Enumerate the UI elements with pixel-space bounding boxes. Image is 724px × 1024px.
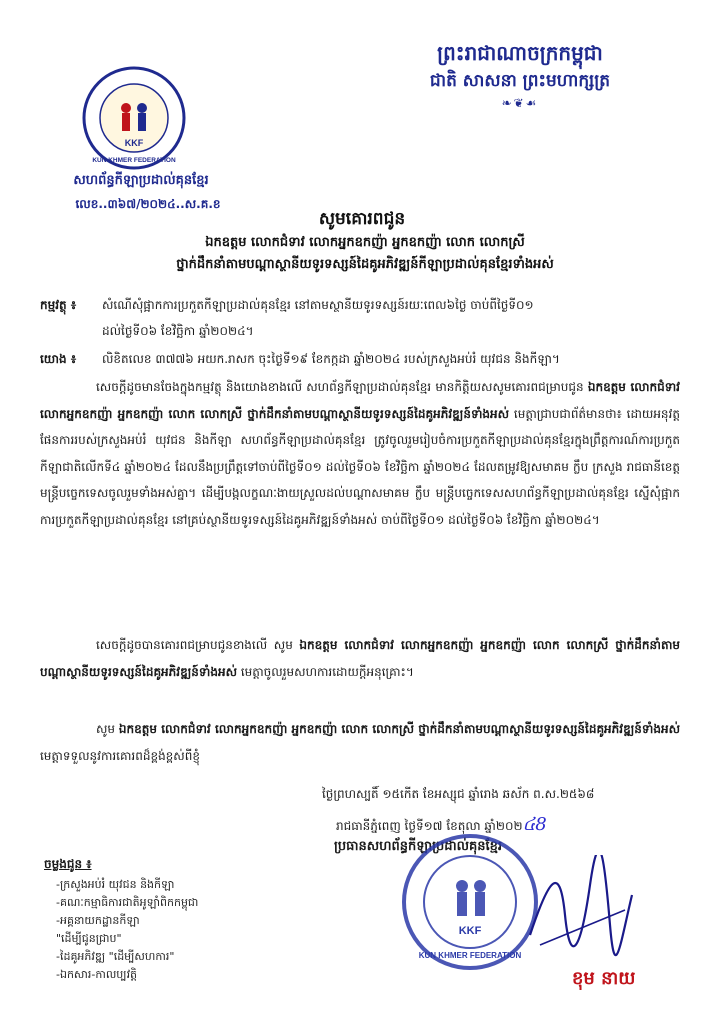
cc-item: -ដៃគូអភិវឌ្ឍ "ដើម្បីសហការ" bbox=[56, 950, 175, 963]
cc-item: -ក្រសួងអប់រំ យុវជន និងកីឡា bbox=[56, 878, 175, 891]
addressee bbox=[40, 232, 690, 276]
subject-row bbox=[40, 292, 700, 344]
reference-row bbox=[40, 346, 700, 372]
subject-label: កម្មវត្ថុ ៖ bbox=[40, 298, 77, 312]
body-paragraph-3 bbox=[40, 716, 680, 769]
lunar-date: ថ្ងៃព្រហស្បតិ៍ ១៥កើត ខែអស្សុជ ឆ្នាំរោង ឆស័ក ព.ស.២៥៦៨ bbox=[322, 787, 595, 801]
signature bbox=[520, 855, 640, 965]
reference-label: យោង ៖ bbox=[40, 352, 77, 366]
federation-logo bbox=[82, 66, 186, 170]
para1-intro: សេចក្តីដូចមានចែងក្នុងកម្មវត្ថុ និងយោងខាងលើ សហព័ន្ធកីឡាប្រដាល់គុនខ្មែរ មានកិត្តិយសសូមគោរពជម្រាបជូន bbox=[96, 380, 584, 394]
addressee-line-2: ថ្នាក់ដឹកនាំតាមបណ្តាស្ថានីយទូរទស្សន៍ដៃគូអភិវឌ្ឍន៍កីឡាប្រដាល់គុនខ្មែរទាំងអស់ bbox=[176, 257, 554, 272]
para3-intro: សូម bbox=[96, 722, 116, 736]
solar-date-text: រាជធានីភ្នំពេញ ថ្ងៃទី១៧ ខែតុលា ឆ្នាំ២០២ bbox=[336, 819, 523, 833]
kingdom-title: ព្រះរាជាណាចក្រកម្ពុជា bbox=[437, 41, 603, 65]
para2-intro: សេចក្តីដូចបានគោរពជម្រាបជូនខាងលើ សូម bbox=[96, 638, 293, 652]
signer-name: ខុម នាយ bbox=[572, 968, 636, 989]
body-paragraph-2 bbox=[40, 632, 680, 685]
para3-addressee: ឯកឧត្តម លោកជំទាវ លោកអ្នកឧកញ៉ា អ្នកឧកញ៉ា លោក លោកស្រី ថ្នាក់ដឹកនាំតាមបណ្តាស្ថានីយទូរទស្សន៍ដៃគូអភិវឌ្ឍន៍ទាំងអស់ bbox=[118, 722, 680, 736]
logo-abbreviation: KKF bbox=[124, 138, 144, 148]
para1-addressee: ឯកឧត្តម លោកជំទាវ លោកអ្នកឧកញ៉ា អ្នកឧកញ៉ា លោក លោកស្រី ថ្នាក់ដឹកនាំតាមបណ្តាស្ថានីយទូរទស្សន៍ដៃគូអភិវឌ្ឍន៍ទាំងអស់ bbox=[40, 380, 680, 421]
national-motto: ជាតិ សាសនា ព្រះមហាក្សត្រ bbox=[429, 71, 611, 91]
stamp-text: KUN KHMER FEDERATION bbox=[418, 951, 522, 960]
official-stamp bbox=[400, 832, 540, 972]
subject-text bbox=[102, 292, 702, 344]
organization-name: សហព័ន្ធកីឡាប្រដាល់គុនខ្មែរ bbox=[73, 173, 209, 188]
cc-item: -គណៈកម្មាធិការជាតិអូឡាំពិកកម្ពុជា bbox=[56, 896, 199, 909]
para3-body: មេត្តាទទួលនូវការគោរពដ៏ខ្ពង់ខ្ពស់ពីខ្ញុំ bbox=[40, 748, 200, 763]
logo-bottom-text: KUN KHMER FEDERATION bbox=[92, 157, 176, 164]
salutation: សូមគោរពជូន bbox=[318, 209, 406, 229]
cc-item: -ឯកសារ-កាលប្បវត្តិ bbox=[56, 968, 138, 981]
para2-addressee: ឯកឧត្តម លោកជំទាវ លោកអ្នកឧកញ៉ា អ្នកឧកញ៉ា លោក លោកស្រី ថ្នាក់ដឹកនាំតាមបណ្តាស្ថានីយទូរទស្សន៍ដៃគូអភិវឌ្ឍន៍ទាំងអស់ bbox=[40, 638, 680, 679]
reference-number: លេខ..៣៦៧/២០២៤..ស.គ.ខ bbox=[75, 197, 221, 211]
cc-item: -អគ្គនាយកដ្ឋានកីឡា bbox=[56, 914, 140, 927]
para1-body: មេត្តាជ្រាបជាព័ត៌មានថា៖ ដោយអនុវត្តផែនការរបស់ក្រសួងអប់រំ យុវជន និងកីឡា សហព័ន្ធកីឡាប្រដាល់គុនខ្មែរ ត្រូវចូលរួមរៀបចំការប្រកួតកីឡាប្រដាល់គុនខ្មែរក្នុងព្រឹត្តការណ៍ការប្រកួតកីឡាជាតិលើកទី៤ ឆ្នាំ២០២៤ ដែលនឹងប្រព្រឹត្តទៅចាប់ពីថ្ងៃទី០១ ដល់ថ្ងៃទី០៦ ខែវិច្ឆិកា ឆ្នាំ២០២៤ ដែលតម្រូវឱ្យសមាគម ក្លឹប ក្រសួង រាជធានីខេត្ត មន្ត្រីបច្ចេកទេសចូលរួមទាំងអស់គ្នា។ ដើម្បីបង្កលក្ខណៈងាយស្រួលដល់បណ្តាសមាគម ក្លឹប មន្ត្រីបច្ចេកទេសសហព័ន្ធកីឡាប្រដាល់គុនខ្មែរ ស្នើសុំផ្អាកការប្រកួតកីឡាប្រដាល់គុនខ្មែរ នៅគ្រប់ស្ថានីយទូរទស្សន៍ដៃគូអភិវឌ្ឍន៍ទាំងអស់ ចាប់ពីថ្ងៃទី០១ ដល់ថ្ងៃទី០៦ ខែវិច្ឆិកា ឆ្នាំ២០២៤។ bbox=[40, 406, 680, 527]
cc-item: "ដើម្បីជូនជ្រាប" bbox=[56, 932, 122, 945]
reference-text: លិខិតលេខ ៣៧៧៦ អយក.រាសក ចុះថ្ងៃទី១៩ ខែកក្កដា ឆ្នាំ២០២៤ របស់ក្រសួងអប់រំ យុវជន និងកីឡា។ bbox=[102, 352, 560, 366]
cc-title: ចម្លងជូន ៖ bbox=[44, 857, 92, 871]
body-paragraph-1 bbox=[40, 374, 680, 533]
stamp-abbreviation: KKF bbox=[458, 925, 482, 937]
subject-line-1: សំណើសុំផ្អាកការប្រកួតកីឡាប្រដាល់គុនខ្មែរ នៅតាមស្ថានីយទូរទស្សន៍រយៈពេល៦ថ្ងៃ ចាប់ពីថ្ងៃទី០១ bbox=[102, 298, 534, 312]
addressee-line-1: ឯកឧត្តម លោកជំទាវ លោកអ្នកឧកញ៉ា អ្នកឧកញ៉ា លោក លោកស្រី bbox=[205, 235, 525, 250]
header-ornament: ❧❦☙ bbox=[501, 96, 539, 110]
handwritten-year: ៤8 bbox=[522, 814, 547, 835]
para2-body: មេត្តាចូលរួមសហការដោយក្តីអនុគ្រោះ។ bbox=[240, 664, 414, 679]
subject-line-2: ដល់ថ្ងៃទី០៦ ខែវិច្ឆិកា ឆ្នាំ២០២៤។ bbox=[102, 324, 254, 338]
president-title: ប្រធានសហព័ន្ធកីឡាប្រដាល់គុនខ្មែរ bbox=[334, 839, 503, 854]
